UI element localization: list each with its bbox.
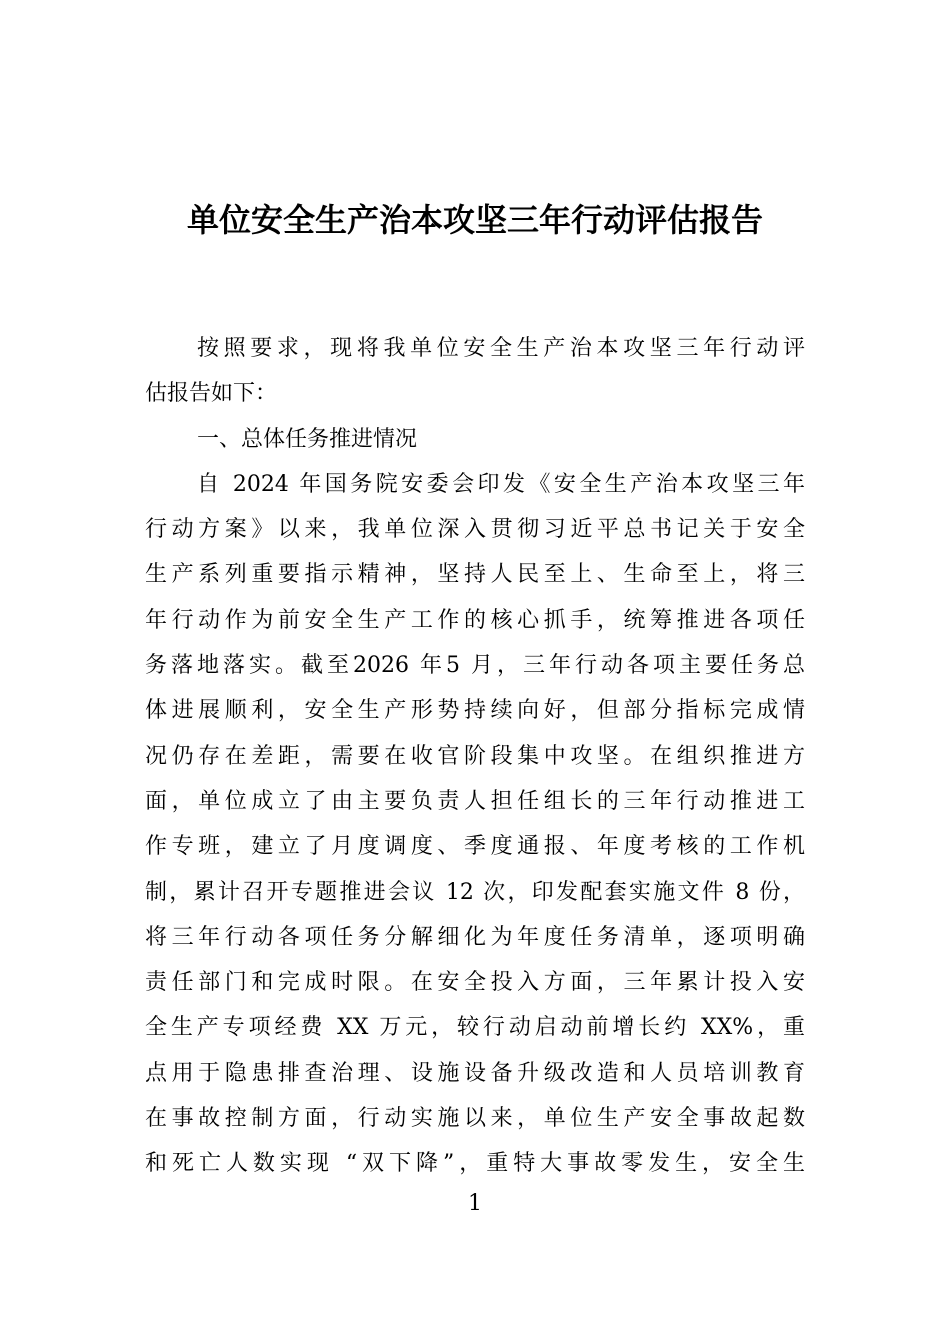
paragraph-line: 制，累计召开专题推进会议 12 次，印发配套实施文件 8 份，	[145, 879, 805, 905]
paragraph-line: 年行动作为前安全生产工作的核心抓手，统筹推进各项任	[145, 607, 805, 633]
section-heading: 一、总体任务推进情况	[197, 426, 418, 452]
paragraph-line: 面，单位成立了由主要负责人担任组长的三年行动推进工	[145, 788, 805, 814]
paragraph-line: 点用于隐患排查治理、设施设备升级改造和人员培训教育	[145, 1060, 805, 1086]
paragraph-line: 务落地落实。截至2026 年5 月，三年行动各项主要任务总	[145, 653, 805, 679]
paragraph-line: 按照要求，现将我单位安全生产治本攻坚三年行动评	[197, 336, 805, 361]
document-body	[145, 326, 805, 1187]
paragraph-line: 行动方案》以来，我单位深入贯彻习近平总书记关于安全	[145, 517, 805, 543]
paragraph-line: 责任部门和完成时限。在安全投入方面，三年累计投入安	[145, 970, 805, 996]
paragraph-line: 体进展顺利，安全生产形势持续向好，但部分指标完成情	[145, 698, 805, 724]
page-number: 1	[468, 1191, 482, 1216]
paragraph-line: 在事故控制方面，行动实施以来，单位生产安全事故起数	[145, 1106, 805, 1132]
paragraph-line: 将三年行动各项任务分解细化为年度任务清单，逐项明确	[145, 924, 805, 950]
paragraph-line: 和死亡人数实现 “双下降”，重特大事故零发生，安全生	[145, 1151, 805, 1177]
paragraph-line: 作专班，建立了月度调度、季度通报、年度考核的工作机	[145, 834, 805, 860]
paragraph-line: 自 2024 年国务院安委会印发《安全生产治本攻坚三年	[197, 471, 805, 497]
paragraph-line: 全生产专项经费 XX 万元，较行动启动前增长约 XX%，重	[145, 1015, 805, 1041]
paragraph-line: 况仍存在差距，需要在收官阶段集中攻坚。在组织推进方	[145, 743, 805, 769]
document-title: 单位安全生产治本攻坚三年行动评估报告	[186, 201, 763, 239]
paragraph-line: 生产系列重要指示精神，坚持人民至上、生命至上，将三	[145, 562, 805, 588]
paragraph-line: 估报告如下：	[145, 381, 278, 407]
